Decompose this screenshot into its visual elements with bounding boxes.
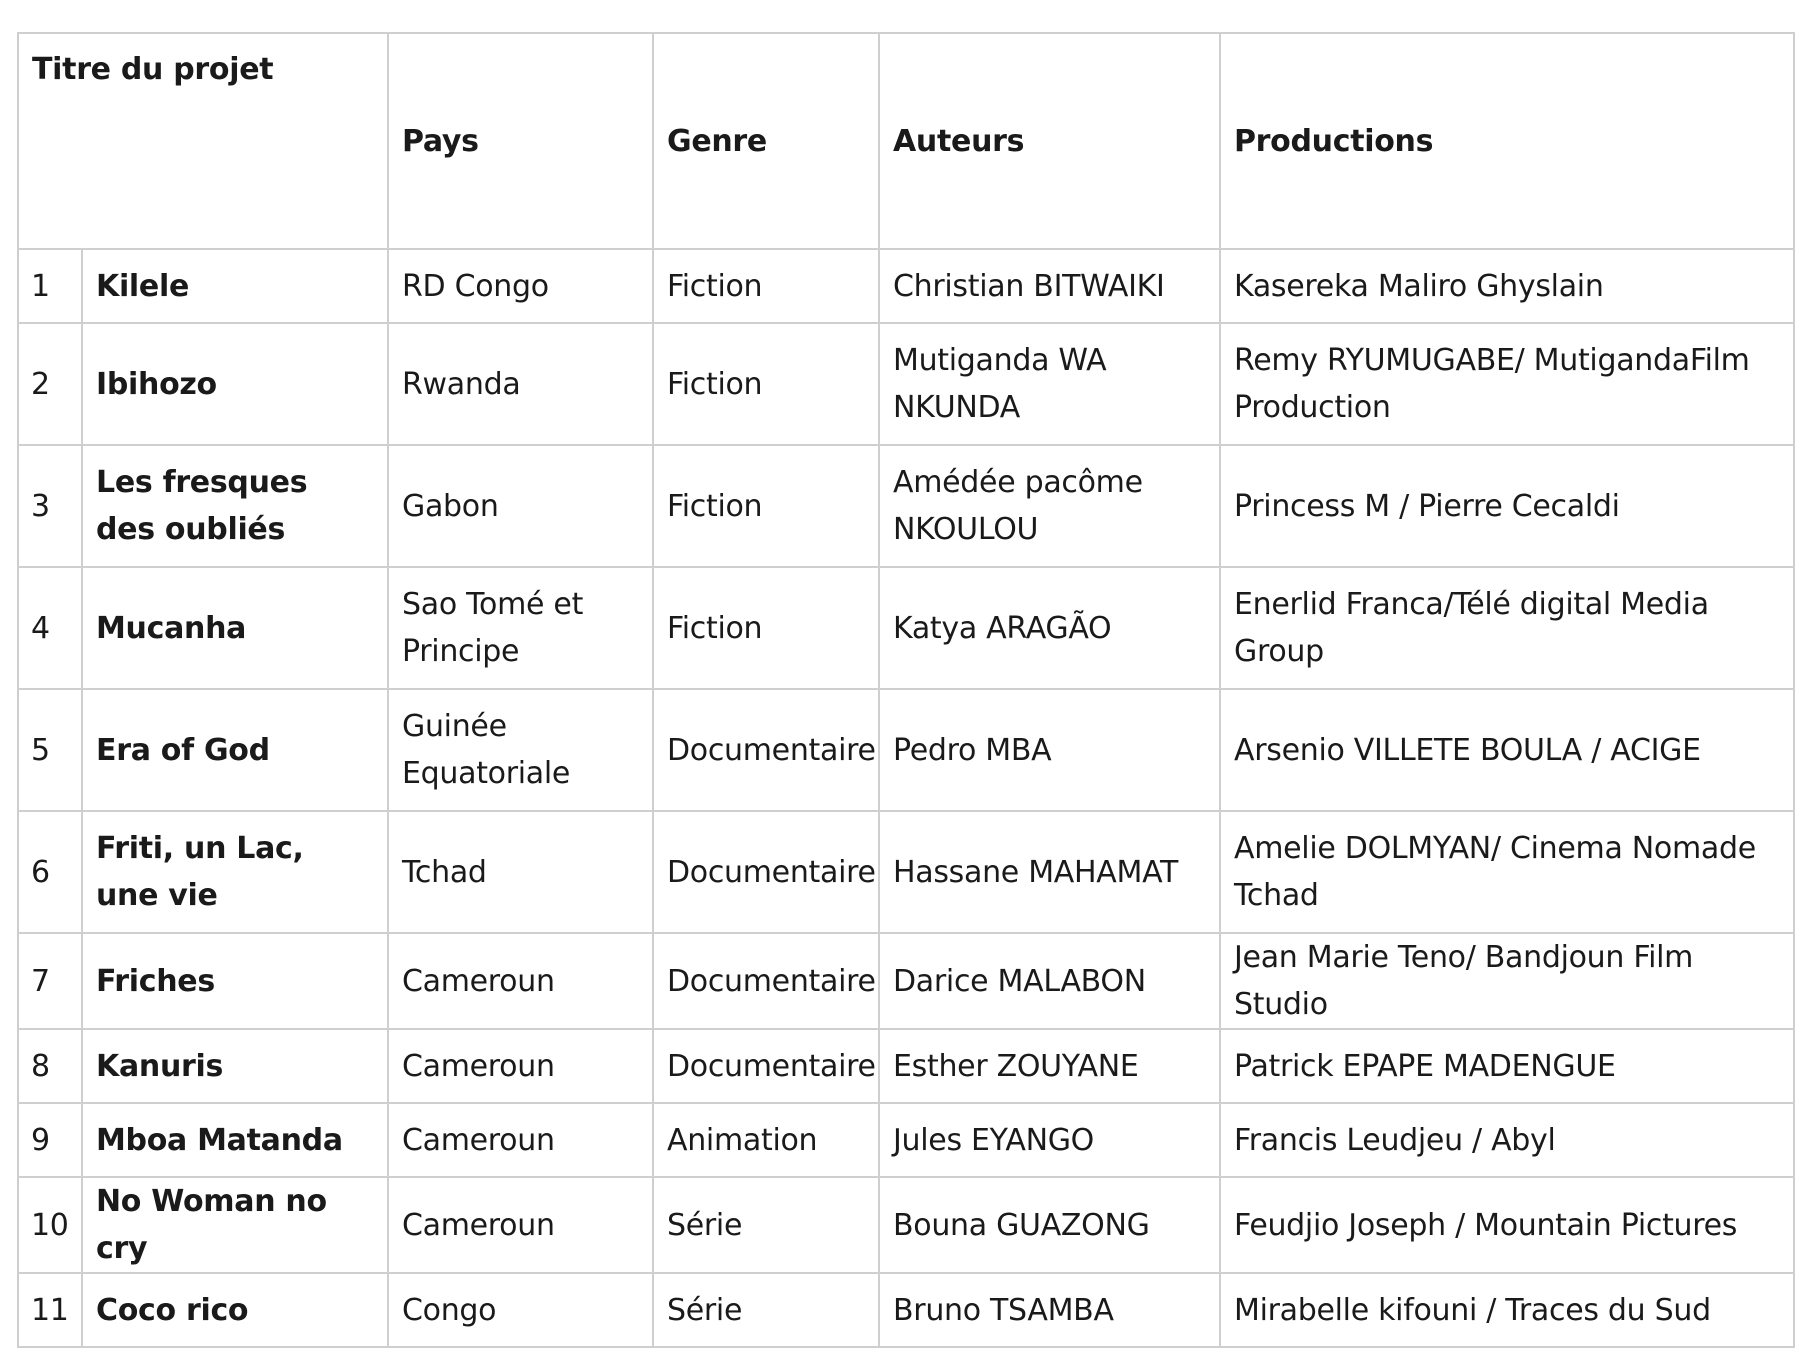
genre-cell: Animation	[653, 1103, 879, 1177]
row-number: 6	[18, 811, 82, 933]
authors-cell: Christian BITWAIKI	[879, 249, 1220, 323]
project-table	[17, 32, 1795, 1348]
genre-cell: Documentaire	[653, 1029, 879, 1103]
table-row	[18, 249, 1794, 323]
header-country: Pays	[388, 33, 653, 249]
table-row	[18, 1103, 1794, 1177]
project-title: Friches	[82, 933, 388, 1029]
table-row	[18, 1177, 1794, 1273]
row-number: 5	[18, 689, 82, 811]
project-title: Ibihozo	[82, 323, 388, 445]
authors-cell: Darice MALABON	[879, 933, 1220, 1029]
row-number: 11	[18, 1273, 82, 1347]
authors-cell: Mutiganda WA NKUNDA	[879, 323, 1220, 445]
country-cell: Tchad	[388, 811, 653, 933]
productions-cell: Mirabelle kifouni / Traces du Sud	[1220, 1273, 1794, 1347]
authors-cell: Bruno TSAMBA	[879, 1273, 1220, 1347]
table-row	[18, 1273, 1794, 1347]
country-cell: RD Congo	[388, 249, 653, 323]
project-title: No Woman no cry	[82, 1177, 388, 1273]
table-row	[18, 689, 1794, 811]
country-cell: Cameroun	[388, 1177, 653, 1273]
productions-cell: Princess M / Pierre Cecaldi	[1220, 445, 1794, 567]
authors-cell: Pedro MBA	[879, 689, 1220, 811]
genre-cell: Série	[653, 1177, 879, 1273]
authors-cell: Esther ZOUYANE	[879, 1029, 1220, 1103]
row-number: 9	[18, 1103, 82, 1177]
row-number: 10	[18, 1177, 82, 1273]
productions-cell: Enerlid Franca/Télé digital Media Group	[1220, 567, 1794, 689]
table-header-row	[18, 33, 1794, 249]
project-title: Coco rico	[82, 1273, 388, 1347]
productions-cell: Patrick EPAPE MADENGUE	[1220, 1029, 1794, 1103]
table-row	[18, 811, 1794, 933]
productions-cell: Arsenio VILLETE BOULA / ACIGE	[1220, 689, 1794, 811]
country-cell: Cameroun	[388, 1029, 653, 1103]
table-row	[18, 1029, 1794, 1103]
country-cell: Sao Tomé et Principe	[388, 567, 653, 689]
country-cell: Cameroun	[388, 1103, 653, 1177]
genre-cell: Documentaire	[653, 689, 879, 811]
header-productions: Productions	[1220, 33, 1794, 249]
table-row	[18, 933, 1794, 1029]
header-authors: Auteurs	[879, 33, 1220, 249]
authors-cell: Jules EYANGO	[879, 1103, 1220, 1177]
table-row	[18, 445, 1794, 567]
project-table-container	[17, 32, 1795, 1348]
row-number: 7	[18, 933, 82, 1029]
country-cell: Rwanda	[388, 323, 653, 445]
genre-cell: Série	[653, 1273, 879, 1347]
project-title: Era of God	[82, 689, 388, 811]
genre-cell: Fiction	[653, 323, 879, 445]
authors-cell: Bouna GUAZONG	[879, 1177, 1220, 1273]
productions-cell: Francis Leudjeu / Abyl	[1220, 1103, 1794, 1177]
header-genre: Genre	[653, 33, 879, 249]
productions-cell: Remy RYUMUGABE/ MutigandaFilm Production	[1220, 323, 1794, 445]
country-cell: Cameroun	[388, 933, 653, 1029]
productions-cell: Jean Marie Teno/ Bandjoun Film Studio	[1220, 933, 1794, 1029]
project-title: Kanuris	[82, 1029, 388, 1103]
country-cell: Guinée Equatoriale	[388, 689, 653, 811]
table-row	[18, 323, 1794, 445]
project-title: Mboa Matanda	[82, 1103, 388, 1177]
project-title: Mucanha	[82, 567, 388, 689]
genre-cell: Documentaire	[653, 933, 879, 1029]
header-title: Titre du projet	[18, 33, 388, 249]
country-cell: Gabon	[388, 445, 653, 567]
project-title: Kilele	[82, 249, 388, 323]
project-title: Les fresques des oubliés	[82, 445, 388, 567]
row-number: 3	[18, 445, 82, 567]
authors-cell: Katya ARAGÃO	[879, 567, 1220, 689]
genre-cell: Documentaire	[653, 811, 879, 933]
authors-cell: Amédée pacôme NKOULOU	[879, 445, 1220, 567]
authors-cell: Hassane MAHAMAT	[879, 811, 1220, 933]
table-row	[18, 567, 1794, 689]
country-cell: Congo	[388, 1273, 653, 1347]
productions-cell: Kasereka Maliro Ghyslain	[1220, 249, 1794, 323]
genre-cell: Fiction	[653, 445, 879, 567]
project-title: Friti, un Lac, une vie	[82, 811, 388, 933]
row-number: 1	[18, 249, 82, 323]
genre-cell: Fiction	[653, 567, 879, 689]
genre-cell: Fiction	[653, 249, 879, 323]
row-number: 8	[18, 1029, 82, 1103]
row-number: 2	[18, 323, 82, 445]
row-number: 4	[18, 567, 82, 689]
productions-cell: Feudjio Joseph / Mountain Pictures	[1220, 1177, 1794, 1273]
productions-cell: Amelie DOLMYAN/ Cinema Nomade Tchad	[1220, 811, 1794, 933]
